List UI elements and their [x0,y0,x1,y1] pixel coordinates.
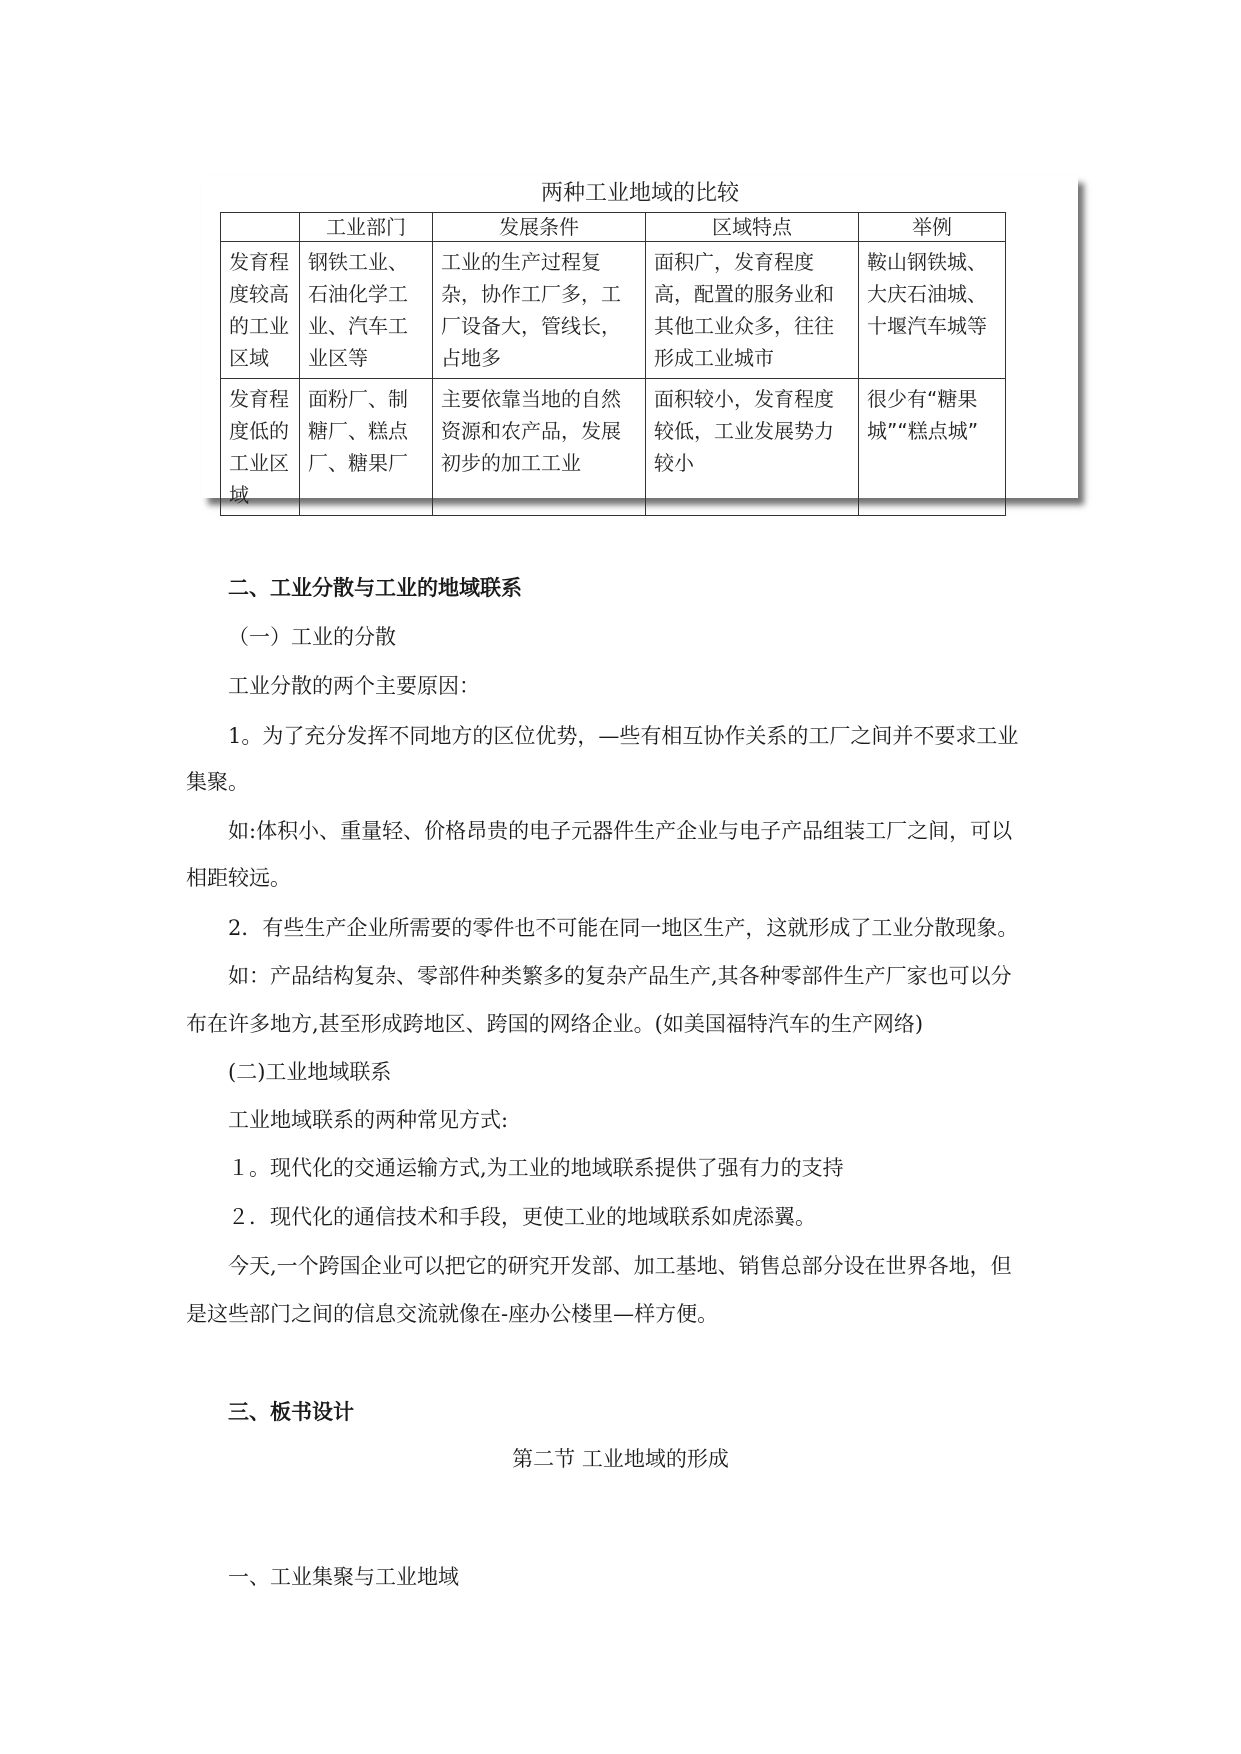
paragraph: 1。为了充分发挥不同地方的区位优势，—些有相互协作关系的工厂之间并不要求工业 [228,724,1019,748]
paragraph: 集聚。 [186,770,249,794]
paragraph: 工业地域联系的两种常见方式: [228,1108,509,1132]
table-row [221,242,1006,379]
row-name-cell: 发育程度低的工业区域 [221,379,300,516]
paragraph: 相距较远。 [186,866,291,890]
paragraph: 如：产品结构复杂、零部件种类繁多的复杂产品生产,其各种零部件生产厂家也可以分 [228,964,1012,988]
header-cell-conditions: 发展条件 [433,213,646,242]
conditions-cell: 工业的生产过程复杂，协作工厂多，工厂设备大，管线长，占地多 [433,242,646,379]
features-cell: 面积较小，发育程度较低，工业发展势力较小 [646,379,859,516]
table-header-row [221,213,1006,242]
header-cell-examples: 举例 [859,213,1006,242]
header-cell-department: 工业部门 [300,213,433,242]
board-title: 第二节 工业地域的形成 [512,1447,729,1471]
paragraph: １。现代化的交通运输方式,为工业的地域联系提供了强有力的支持 [228,1156,844,1180]
subsection-heading: （一）工业的分散 [228,625,396,649]
paragraph: 工业分散的两个主要原因： [228,674,480,698]
header-cell-features: 区域特点 [646,213,859,242]
subsection-heading: (二)工业地域联系 [228,1060,392,1084]
table-row [221,379,1006,516]
paragraph: 今天,一个跨国企业可以把它的研究开发部、加工基地、销售总部分设在世界各地，但 [228,1254,1012,1278]
paragraph: 布在许多地方,甚至形成跨地区、跨国的网络企业。(如美国福特汽车的生产网络) [186,1012,924,1036]
department-cell: 面粉厂、制糖厂、糕点厂、糖果厂 [300,379,433,516]
paragraph: 2．有些生产企业所需要的零件也不可能在同一地区生产，这就形成了工业分散现象。 [228,916,1019,940]
row-name-cell: 发育程度较高的工业区域 [221,242,300,379]
section3-heading: 三、板书设计 [228,1399,354,1424]
comparison-table [220,212,1006,516]
table-title: 两种工业地域的比较 [540,181,739,206]
paragraph: 如:体积小、重量轻、价格昂贵的电子元器件生产企业与电子产品组装工厂之间，可以 [228,819,1013,843]
outline-item: 一、工业集聚与工业地域 [228,1565,459,1589]
paragraph: 是这些部门之间的信息交流就像在-座办公楼里—样方便。 [186,1302,719,1326]
department-cell: 钢铁工业、石油化学工业、汽车工业区等 [300,242,433,379]
conditions-cell: 主要依靠当地的自然资源和农产品，发展初步的加工工业 [433,379,646,516]
header-cell-empty [221,213,300,242]
section2-heading: 二、工业分散与工业的地域联系 [228,575,522,600]
examples-cell: 很少有“糖果城”“糕点城” [859,379,1006,516]
examples-cell: 鞍山钢铁城、大庆石油城、十堰汽车城等 [859,242,1006,379]
comparison-table-figure [202,176,1078,507]
features-cell: 面积广，发育程度高，配置的服务业和其他工业众多，往往形成工业城市 [646,242,859,379]
paragraph: ２．现代化的通信技术和手段，更使工业的地域联系如虎添翼。 [228,1205,816,1229]
